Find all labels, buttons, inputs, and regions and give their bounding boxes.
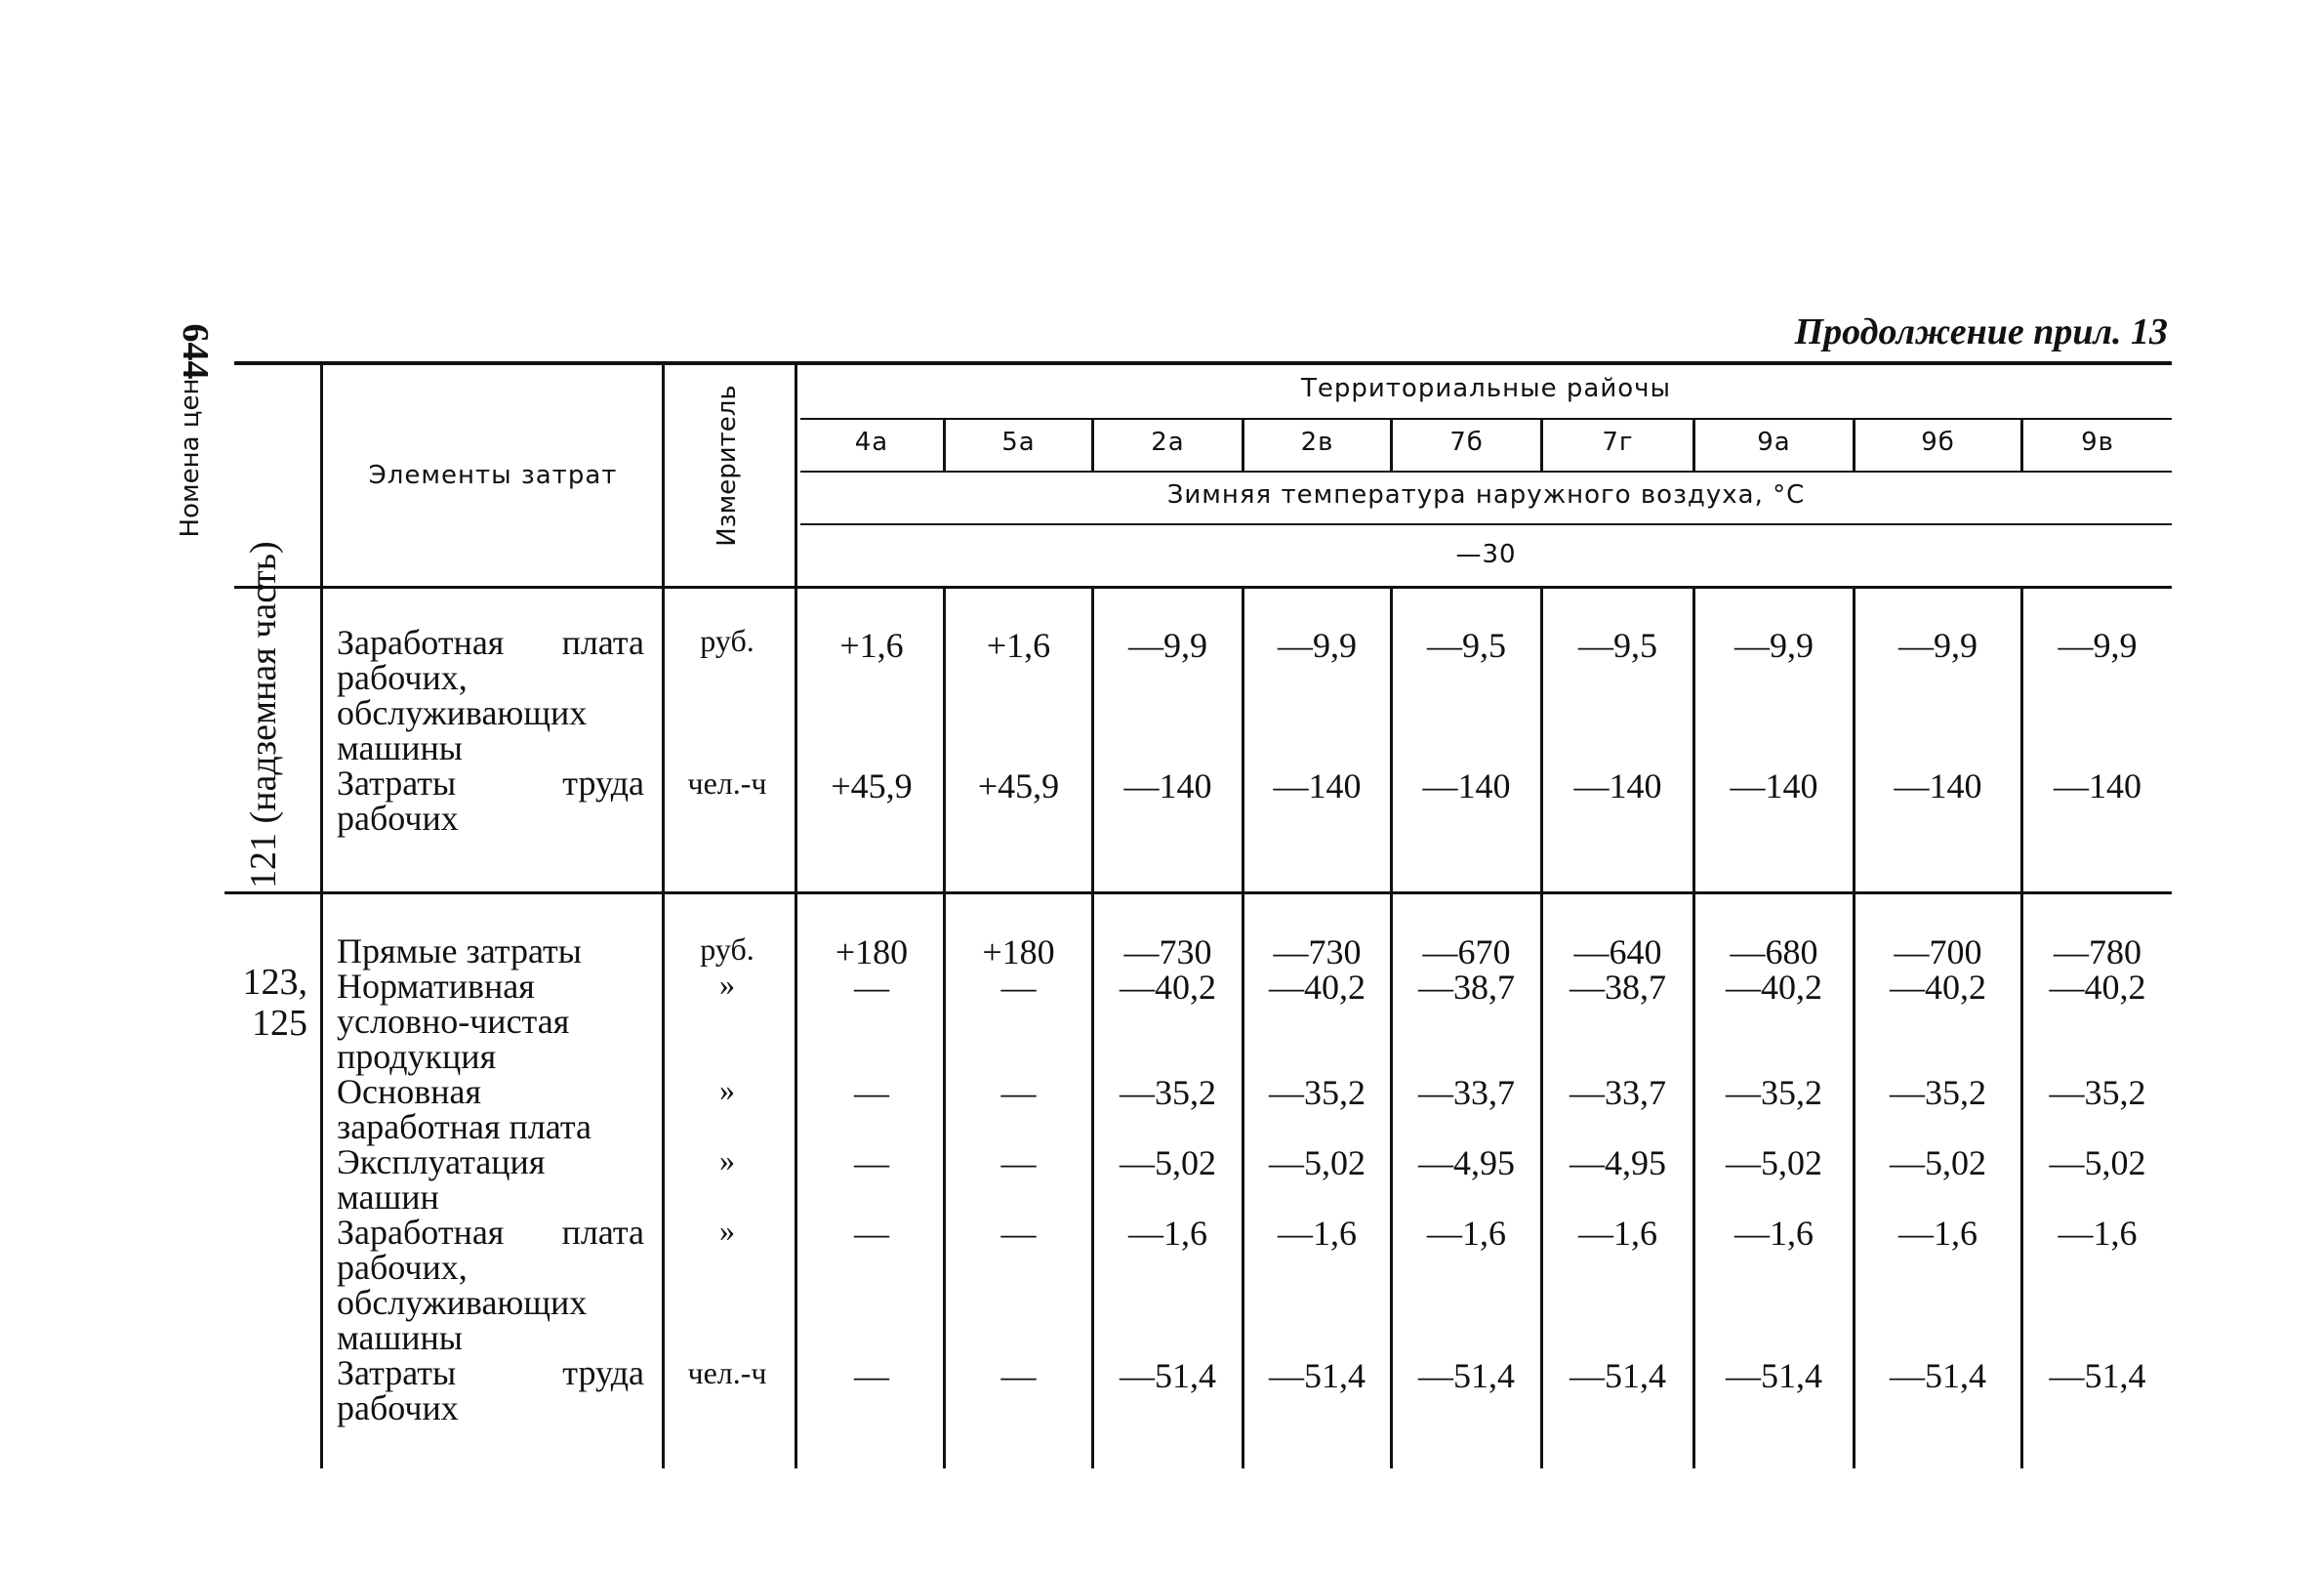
temp-title-rule: [800, 523, 2172, 525]
group-code: 123, 125: [242, 962, 307, 1044]
page-number: 644: [175, 323, 216, 380]
value-cell: —40,2: [1890, 968, 1986, 1007]
value-cell: —700: [1894, 932, 1982, 971]
value-cell: —: [1000, 1143, 1037, 1182]
value-cell: —730: [1123, 932, 1212, 971]
value-cell: +180: [982, 932, 1055, 971]
value-cell: —: [854, 1356, 889, 1395]
region-label: 2в: [1300, 428, 1334, 457]
element-label: Эксплуатация машин: [337, 1142, 546, 1217]
value-cell: —33,7: [1418, 1073, 1515, 1112]
group-code: 121 (надземная часть): [243, 541, 284, 888]
col-divider: [662, 363, 665, 1468]
unit-label: »: [719, 1142, 735, 1177]
value-cell: —35,2: [2049, 1073, 2146, 1112]
value-cell: +180: [835, 932, 909, 971]
element-label: Заработная плата рабочих, обслуживающих машины: [337, 623, 644, 767]
value-cell: +45,9: [831, 766, 913, 805]
group-divider-rule: [224, 891, 2172, 894]
col-divider: [1692, 589, 1695, 1468]
regions-title-rule: [800, 418, 2172, 420]
value-cell: —: [1000, 1073, 1037, 1112]
value-cell: —9,9: [1278, 626, 1357, 665]
unit-label: чел.-ч: [687, 1355, 767, 1390]
unit-label: »: [719, 1213, 735, 1248]
element-label: Затраты труда рабочих: [337, 764, 644, 838]
value-cell: —680: [1730, 932, 1818, 971]
unit-label: чел.-ч: [687, 765, 767, 801]
value-cell: —670: [1422, 932, 1511, 971]
value-cell: —1,6: [1734, 1214, 1814, 1253]
value-cell: +1,6: [986, 626, 1051, 665]
value-cell: —51,4: [1570, 1356, 1666, 1395]
temp-title: Зимняя температура наружного воздуха, °С: [1166, 480, 1806, 510]
region-label: 9а: [1757, 428, 1791, 457]
value-cell: +45,9: [977, 766, 1060, 805]
col-divider: [1853, 589, 1855, 1468]
value-cell: +1,6: [839, 626, 904, 665]
col-divider: [795, 363, 797, 1468]
value-cell: —140: [1123, 766, 1212, 805]
region-label: 4а: [854, 428, 889, 457]
value-cell: —35,2: [1890, 1073, 1986, 1112]
value-cell: —38,7: [1418, 968, 1515, 1007]
value-cell: —4,95: [1570, 1143, 1666, 1182]
value-cell: —51,4: [1890, 1356, 1986, 1395]
col-divider: [943, 589, 946, 1468]
value-cell: —9,9: [2058, 626, 2138, 665]
value-cell: —51,4: [1726, 1356, 1822, 1395]
unit-label: руб.: [700, 623, 754, 658]
value-cell: —1,6: [1278, 1214, 1357, 1253]
col-divider: [320, 363, 323, 1468]
col-divider: [1091, 589, 1094, 1468]
value-cell: —35,2: [1269, 1073, 1366, 1112]
region-label: 5а: [1001, 428, 1036, 457]
unit-label: »: [719, 967, 735, 1002]
value-cell: —33,7: [1570, 1073, 1666, 1112]
col-divider: [1242, 589, 1244, 1468]
regions-title: Территориальные райочы: [1300, 374, 1672, 403]
value-cell: —9,9: [1128, 626, 1207, 665]
header-code: Номена цен: [176, 378, 205, 538]
unit-label: »: [719, 1072, 735, 1107]
value-cell: —: [1000, 968, 1037, 1007]
value-cell: —: [854, 1143, 889, 1182]
element-label: Заработная плата рабочих, обслуживающих машины: [337, 1213, 644, 1357]
value-cell: —40,2: [1726, 968, 1822, 1007]
col-divider: [1540, 589, 1543, 1468]
value-cell: —40,2: [2049, 968, 2146, 1007]
region-label: 7б: [1449, 428, 1484, 457]
value-cell: —640: [1573, 932, 1662, 971]
header-unit: Измеритель: [713, 385, 742, 547]
element-label: Затраты труда рабочих: [337, 1353, 644, 1427]
value-cell: —: [854, 1214, 889, 1253]
element-label: Прямые затраты: [337, 931, 582, 970]
region-label: 7г: [1602, 428, 1634, 457]
page-subtitle: Продолжение прил. 13: [1794, 311, 2168, 352]
header-bottom-rule: [234, 586, 2172, 589]
temp-value: —30: [1455, 540, 1517, 569]
regions-row-rule: [800, 471, 2172, 473]
value-cell: —140: [1730, 766, 1818, 805]
value-cell: —38,7: [1570, 968, 1666, 1007]
value-cell: —1,6: [2058, 1214, 2138, 1253]
value-cell: —4,95: [1418, 1143, 1515, 1182]
value-cell: —: [1000, 1356, 1037, 1395]
value-cell: —1,6: [1898, 1214, 1977, 1253]
value-cell: —5,02: [2049, 1143, 2146, 1182]
value-cell: —51,4: [1120, 1356, 1216, 1395]
col-divider: [2020, 589, 2023, 1468]
value-cell: —780: [2054, 932, 2141, 971]
value-cell: —5,02: [1120, 1143, 1216, 1182]
value-cell: —5,02: [1269, 1143, 1366, 1182]
col-divider: [1390, 589, 1393, 1468]
table-top-rule: [234, 361, 2172, 365]
value-cell: —: [854, 1073, 889, 1112]
value-cell: —51,4: [2049, 1356, 2146, 1395]
region-label: 2а: [1151, 428, 1185, 457]
value-cell: —9,5: [1427, 626, 1506, 665]
region-label: 9в: [2081, 428, 2114, 457]
value-cell: —9,5: [1578, 626, 1657, 665]
value-cell: —9,9: [1898, 626, 1977, 665]
value-cell: —730: [1273, 932, 1362, 971]
element-label: Нормативная условно-чистая продукция: [337, 967, 570, 1076]
value-cell: —35,2: [1120, 1073, 1216, 1112]
region-label: 9б: [1921, 428, 1955, 457]
value-cell: —51,4: [1418, 1356, 1515, 1395]
value-cell: —5,02: [1890, 1143, 1986, 1182]
value-cell: —: [1000, 1214, 1037, 1253]
header-elements: Элементы затрат: [368, 461, 618, 490]
value-cell: —40,2: [1120, 968, 1216, 1007]
value-cell: —140: [1573, 766, 1662, 805]
value-cell: —140: [1273, 766, 1362, 805]
value-cell: —51,4: [1269, 1356, 1366, 1395]
value-cell: —5,02: [1726, 1143, 1822, 1182]
value-cell: —: [854, 968, 889, 1007]
unit-label: руб.: [700, 931, 754, 967]
value-cell: —1,6: [1128, 1214, 1207, 1253]
value-cell: —140: [1894, 766, 1982, 805]
value-cell: —1,6: [1427, 1214, 1506, 1253]
value-cell: —9,9: [1734, 626, 1814, 665]
value-cell: —40,2: [1269, 968, 1366, 1007]
value-cell: —140: [2054, 766, 2141, 805]
value-cell: —35,2: [1726, 1073, 1822, 1112]
element-label: Основная заработная плата: [337, 1072, 591, 1146]
value-cell: —1,6: [1578, 1214, 1657, 1253]
value-cell: —140: [1422, 766, 1511, 805]
